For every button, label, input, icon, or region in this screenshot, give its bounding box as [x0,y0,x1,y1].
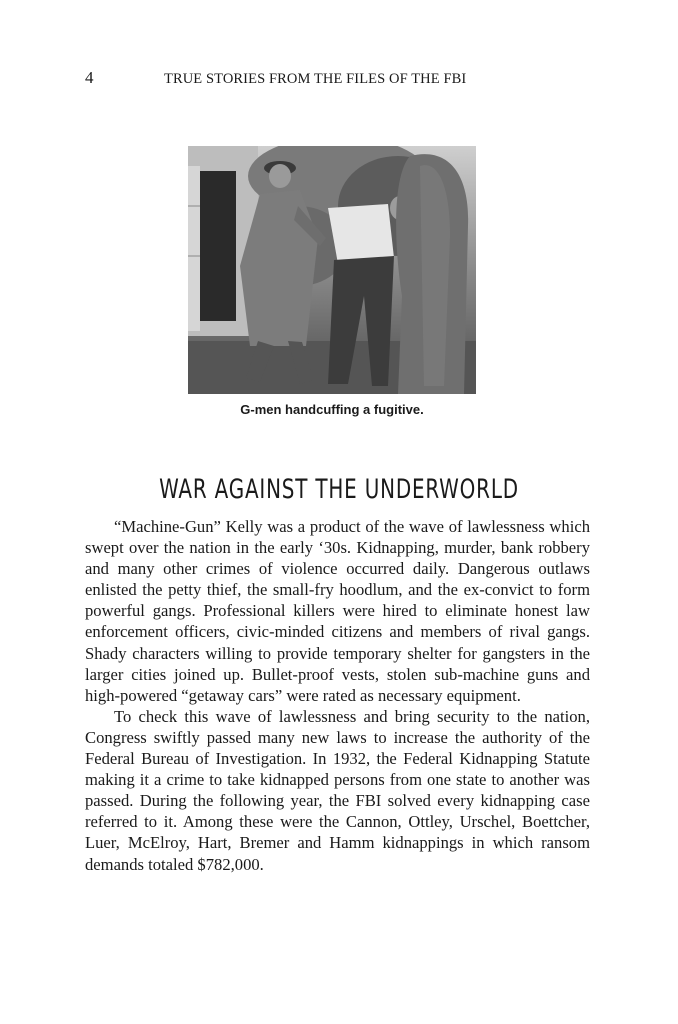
photo-caption: G-men handcuffing a fugitive. [240,402,424,417]
page-number: 4 [85,68,94,87]
paragraph: To check this wave of lawlessness and bring security to the nation, Congress swiftly passed many new laws to increase the authority of the Federal Bureau of Investigation. In 1932, the Federal Kidnapping Statute making it a crime to take kidnapped persons from one state to another was passed. During the following year, the FBI solved every kidnapping case referred to it. Among these were the Cannon, Ottley, Urschel, Boettcher, Luer, McElroy, Hart, Bremer and Hamm kidnappings in which ransom demands totaled $782,000. [85,706,590,874]
photograph [188,146,476,394]
paragraph: “Machine-Gun” Kelly was a product of the wave of lawlessness which swept over the nation in the early ‘30s. Kidnapping, murder, bank robbery and many other crimes of violence occurred daily. Dangerous outlaws enlisted the petty thief, the small-fry hoodlum, and the ex-convict to form powerful gangs. Professional killers were hired to eliminate honest law enforcement officers, civic-minded citizens and members of rival gangs. Shady characters willing to provide temporary shelter for gangsters in the larger cities joined up. Bullet-proof vests, stolen sub-machine guns and high-powered “getaway cars” were rated as necessary equipment. [85,517,590,705]
section-heading: WAR AGAINST THE UNDERWORLD [159,474,519,505]
running-head: TRUE STORIES FROM THE FILES OF THE FBI [164,71,467,87]
body-text [85,516,590,875]
